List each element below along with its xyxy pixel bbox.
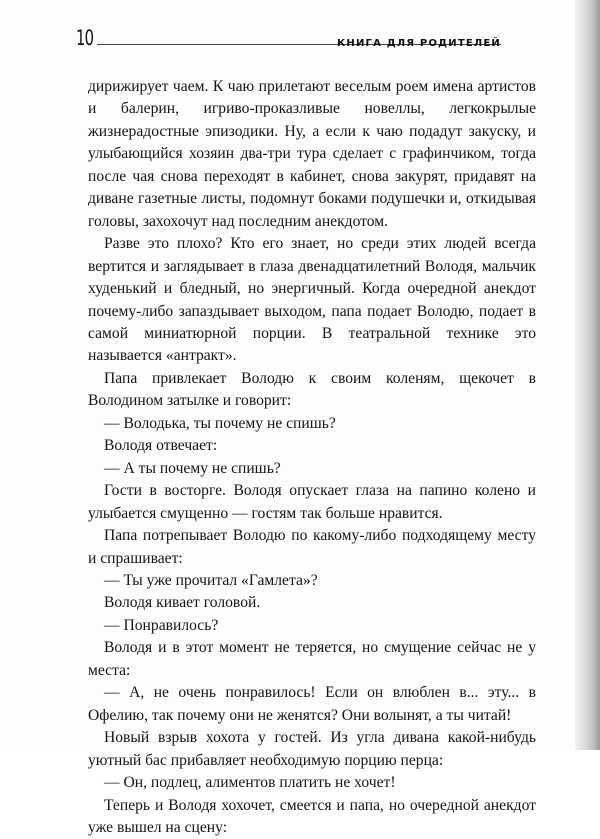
dialogue-line: — А ты почему не спишь? [88, 458, 536, 480]
paragraph: Володя отвечает: [88, 435, 536, 457]
dialogue-line: — Понравилось? [88, 615, 536, 637]
dialogue-line: — Володька, ты почему не спишь? [88, 413, 536, 435]
paragraph: Папа привлекает Володю к своим коленям, щекочет в Володином затылке и говорит: [88, 368, 536, 413]
dialogue-line: — Он, подлец, алиментов платить не хочет! [88, 772, 536, 794]
page-number: 10 [76, 26, 93, 50]
paragraph-continued: дирижирует чаем. К чаю прилетают веселым роем имена артистов и балерин, игриво-проказливые новеллы, легкокрылые жизнерадостные эпизодики. Ну, а если к чаю подадут закуску, и улыбающийся хозяин два-три тура сделает с графинчиком, тогда после чая снова переходят в кабинет, снова закурят, придавят на диване газетные листы, подомнут боками подушечки и, откидывая головы, захохочут над последним анекдотом. [88, 76, 536, 233]
paragraph: Теперь и Володя хохочет, смеется и папа, но очередной анекдот уже вышел на сцену: [88, 795, 536, 839]
paragraph: Папа потрепывает Володю по какому-либо подходящему месту и спрашивает: [88, 525, 536, 570]
running-title: КНИГА ДЛЯ РОДИТЕЛЕЙ [337, 38, 501, 49]
dialogue-line: — Ты уже прочитал «Гамлета»? [88, 570, 536, 592]
paragraph: Разве это плохо? Кто его знает, но среди этих людей всегда вертится и заглядывает в глаза двенадцатилетний Володя, мальчик худенький и бледный, но энергичный. Когда очередной анекдот почему-либо запаздывает выходом, папа подает Володю, подает в самой миниатюрной порции. В театральной технике это называется «антракт». [88, 233, 536, 368]
paragraph: Володя кивает головой. [88, 592, 536, 614]
body-text [88, 76, 536, 839]
paragraph: Новый взрыв хохота у гостей. Из угла дивана какой-нибудь уютный бас прибавляет необходимую порцию перца: [88, 727, 536, 772]
dialogue-line: — А, не очень понравилось! Если он влюблен в... эту... в Офелию, так почему они не женятся? Они волынят, а ты читай! [88, 682, 536, 727]
paragraph: Володя и в этот момент не теряется, но смущение сейчас не у места: [88, 637, 536, 682]
paragraph: Гости в восторге. Володя опускает глаза на папино колено и улыбается смущенно — гостям так больше нравится. [88, 480, 536, 525]
